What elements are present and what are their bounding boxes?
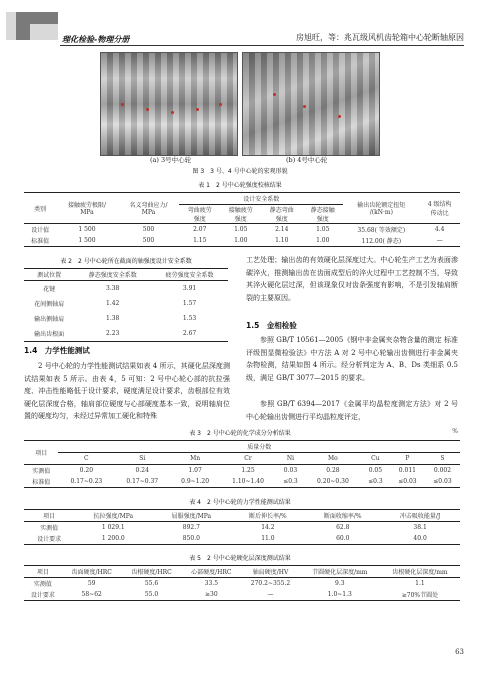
table-1-col-8: 4 级结构 传动比 (427, 201, 452, 217)
table-cell: 设计要求 (37, 536, 62, 543)
table-1-caption: 表 1 2 号中心轮强度校核结果 (198, 182, 282, 189)
table-cell: 1.05 (316, 226, 330, 233)
table-5 (24, 565, 460, 601)
journal-logo (6, 12, 58, 40)
table-cell: 55.6 (144, 580, 159, 587)
table-row (24, 281, 228, 297)
table-row (24, 533, 460, 545)
table-1-col-1: 接触疲劳极限/ MPa (67, 202, 106, 216)
table-1-col-0: 类别 (34, 205, 47, 213)
table-cell: ≥30 (205, 591, 218, 598)
table-4-col-0: 项目 (43, 513, 56, 520)
table-3-unit: % (452, 428, 458, 435)
table-row (24, 296, 228, 311)
photo-center-wheel-4 (242, 52, 380, 156)
table-cell: 设计值 (31, 227, 50, 234)
table-3-col-8: P (405, 455, 410, 462)
table-row (24, 578, 460, 590)
table-cell: 1.0~1.3 (327, 591, 352, 598)
table-5-col-0: 项目 (36, 569, 49, 576)
table-cell: 59 (87, 580, 96, 587)
table-5-caption: 表 5 2 号中心轮硬化层深度测试结果 (189, 555, 291, 562)
table-2 (24, 268, 228, 342)
table-3-col-7: Cu (371, 455, 380, 462)
table-cell: 0.17~0.37 (126, 478, 159, 485)
table-cell: 输出齿根面 (34, 331, 65, 338)
table-3-col-0: 项目 (35, 450, 48, 457)
table-1-col-7: 输出齿轮额定扭矩 /(kN·m) (357, 202, 406, 216)
table-cell: — (436, 237, 443, 244)
table-cell: 2.07 (193, 226, 207, 233)
table-cell: 60.0 (336, 535, 350, 542)
table-cell: 1.15 (193, 237, 207, 244)
table-cell: ≤0.03 (433, 478, 452, 485)
table-1-col-4: 接触疲劳 强度 (228, 207, 253, 223)
table-5-col-3: 心部硬度/HRC (191, 569, 232, 576)
table-cell: ≤0.3 (368, 478, 383, 485)
table-cell: ≤0.03 (398, 478, 417, 485)
table-2-col-0: 测试位置 (37, 272, 62, 279)
table-cell: 0.17~0.23 (70, 478, 103, 485)
table-cell: 1.07 (188, 467, 202, 474)
table-4-caption: 表 4 2 号中心轮的力学性能测试结果 (189, 499, 291, 506)
table-4-col-5: 冲击吸收能量/J (399, 513, 441, 520)
table-3-col-1: C (84, 455, 89, 462)
table-cell: ≤0.3 (283, 478, 298, 485)
table-cell: 0.05 (368, 467, 383, 474)
table-cell: 0.002 (433, 467, 452, 474)
table-row (24, 224, 460, 236)
table-cell: 14.2 (261, 524, 275, 531)
table-cell: 花键 (43, 286, 56, 293)
table-cell: 1.10 (275, 237, 289, 244)
table-1-group-header: 设计安全系数 (179, 193, 343, 205)
table-cell: 2.14 (275, 226, 289, 233)
header-rule (60, 45, 464, 46)
table-row (24, 326, 228, 342)
table-cell: 2.67 (182, 330, 197, 337)
table-cell: 3.38 (106, 285, 120, 292)
table-cell: 270.2~355.2 (250, 580, 291, 587)
table-cell: 实测值 (33, 581, 52, 588)
table-cell: 1.57 (182, 300, 197, 307)
table-1-col-3: 弯曲疲劳 强度 (187, 207, 212, 223)
page-header (0, 0, 480, 46)
table-3-col-5: Ni (286, 455, 295, 462)
right-column-para-1: 工艺处理；输出齿的有效硬化层深度过大。中心轮生产工艺为表面渗碳淬火，推测输出齿在齿面成型后的淬火过程中工艺控制不当，导致其淬火硬化层过深，但该现象仅对齿条强度有影响，不是引发轴肩断裂的主要原因。 (246, 256, 458, 302)
table-cell: 112.00( 静态) (361, 238, 402, 245)
table-3-col-3: Mn (190, 455, 201, 462)
table-cell: 1 029.1 (101, 524, 125, 531)
table-5-col-6: 齿根硬化层深度/mm (392, 569, 448, 576)
table-4-col-4: 断面收缩率/% (323, 513, 362, 520)
table-cell: 1.10~1.40 (232, 478, 264, 485)
figure-3-caption: 图 3 3 号、4 号中心轮的宏观形貌 (192, 168, 288, 175)
table-row (24, 476, 460, 488)
table-cell: 9.3 (335, 580, 345, 587)
subcaption-b: (b) 4号中心轮 (286, 156, 328, 164)
table-cell: 0.9~1.20 (181, 478, 210, 485)
table-4-col-2: 屈服强度/MPa (171, 513, 212, 520)
table-cell: 35.68( 等效额定) (357, 227, 406, 234)
table-cell: 1 500 (78, 237, 96, 244)
table-5-col-2: 齿根硬度/HRC (131, 569, 172, 576)
page-number: 63 (455, 648, 464, 656)
table-5-col-5: 节圆硬化层深度/mm (312, 569, 368, 576)
table-cell: 0.011 (398, 467, 416, 474)
table-5-col-1: 齿面硬度/HRC (71, 569, 112, 576)
table-3 (24, 440, 460, 488)
table-cell: 55.0 (144, 591, 159, 598)
table-cell: 实测值 (32, 468, 51, 475)
section-1-5-title: 1.5 金相检验 (246, 321, 297, 330)
section-1-4-title: 1.4 力学性能测试 (24, 346, 90, 355)
table-cell: 1 500 (78, 226, 96, 233)
table-cell: 0.28 (326, 467, 340, 474)
table-cell: 1 200.0 (101, 535, 125, 542)
table-cell: 0.20~0.30 (317, 478, 349, 485)
table-5-col-4: 轴肩硬度/HV (252, 569, 289, 576)
table-cell: 0.24 (135, 467, 149, 474)
table-cell: 标准值 (32, 479, 51, 486)
table-cell: 1.1 (415, 580, 425, 587)
table-row (24, 589, 460, 601)
table-cell: 输出侧轴肩 (34, 316, 65, 323)
section-1-4-body: 2 号中心轮的力学性能测试结果如表 4 所示，其硬化层深度测试结果如表 5 所示。由表 4，5 可知：2 号中心轮心部的抗拉强度、冲击性能略低于设计要求，硬度满足设计要求，齿根部位有效硬化层深度合格，轴肩部位硬度与心部硬度基本一致，说明轴肩位置的硬度均匀，未经过异常加工硬化和特殊 (24, 362, 230, 421)
table-4-col-1: 抗拉强度/MPa (93, 513, 134, 520)
figure-3 (100, 52, 380, 154)
table-1-col-5: 静态弯曲 强度 (269, 207, 294, 223)
table-cell: 1.38 (106, 315, 120, 322)
table-cell: 40.0 (413, 535, 427, 542)
table-cell: 1.00 (234, 237, 248, 244)
table-2-col-2: 疲劳强度安全系数 (165, 272, 214, 279)
table-3-caption: 表 3 2 号中心轮的化学成分分析结果 (189, 430, 291, 437)
photo-center-wheel-3 (100, 52, 238, 156)
table-cell: 1.05 (234, 226, 248, 233)
table-1-col-2: 名义弯曲应力/ MPa (129, 202, 168, 216)
table-cell: 11.0 (261, 535, 275, 542)
table-2-caption: 表 2 2 号中心轮所在截面的轴强度设计安全系数 (60, 258, 192, 265)
table-3-col-2: Si (139, 455, 146, 462)
table-row (24, 311, 228, 326)
table-4 (24, 509, 460, 545)
table-cell: 500 (142, 237, 155, 244)
table-cell: 1.42 (106, 300, 120, 307)
table-cell: 2.23 (106, 330, 120, 337)
table-cell: 0.20 (79, 467, 94, 474)
table-4-col-3: 断后伸长率/% (249, 513, 287, 520)
right-column-para-3: 参照 GB/T 6394—2017《金属平均晶粒度测定方法》对 2 号中心轮输出齿侧进行平均晶粒度评定， (246, 400, 458, 421)
table-cell: ≥70%节圆处 (401, 592, 439, 599)
table-row (24, 522, 460, 534)
table-3-col-6: Mo (328, 455, 338, 462)
right-column-para-2: 参照 GB/T 10561—2005《钢中非金属夹杂物含量的测定 标准评级图显微检验法》中方法 A 对 2 号中心轮输出齿侧进行非金属夹杂物检测，结果如图 4 所示。经分析判定为 A、B、Ds 类细系 0.5 级，满足 GB/T 3077—2015 的要求。 (246, 336, 458, 382)
table-cell: 892.7 (182, 524, 200, 531)
table-cell: 62.8 (336, 524, 350, 531)
table-cell: 4.4 (434, 226, 445, 233)
table-3-col-9: S (440, 455, 445, 462)
table-cell: — (267, 591, 274, 598)
table-cell: 33.5 (204, 580, 219, 587)
table-1 (24, 192, 460, 247)
table-cell: 设计要求 (30, 592, 55, 599)
table-cell: 500 (142, 226, 155, 233)
table-cell: 3.91 (182, 285, 197, 292)
table-cell: 实测值 (40, 525, 59, 532)
subcaption-a: (a) 3号中心轮 (150, 156, 192, 164)
table-2-col-1: 静态强度安全系数 (88, 272, 137, 279)
table-cell: 花间侧轴肩 (34, 301, 65, 308)
table-3-group-header: 质量分数 (58, 441, 460, 453)
table-cell: 850.0 (182, 535, 200, 542)
table-cell: 58~62 (81, 591, 102, 598)
table-3-col-4: Cr (244, 455, 252, 462)
table-row (24, 465, 460, 477)
running-title: 房旭旺，等：兆瓦级风机齿轮箱中心轮断轴原因 (296, 33, 464, 42)
table-cell: 1.00 (316, 237, 330, 244)
table-cell: 1.25 (241, 467, 255, 474)
table-row (24, 235, 460, 247)
table-cell: 标准值 (31, 238, 50, 245)
journal-name: 理化检验-物理分册 (62, 35, 130, 44)
table-cell: 1.53 (182, 315, 197, 322)
table-cell: 0.03 (283, 467, 298, 474)
table-cell: 38.1 (413, 524, 427, 531)
table-1-col-6: 静态接触 强度 (310, 207, 335, 223)
